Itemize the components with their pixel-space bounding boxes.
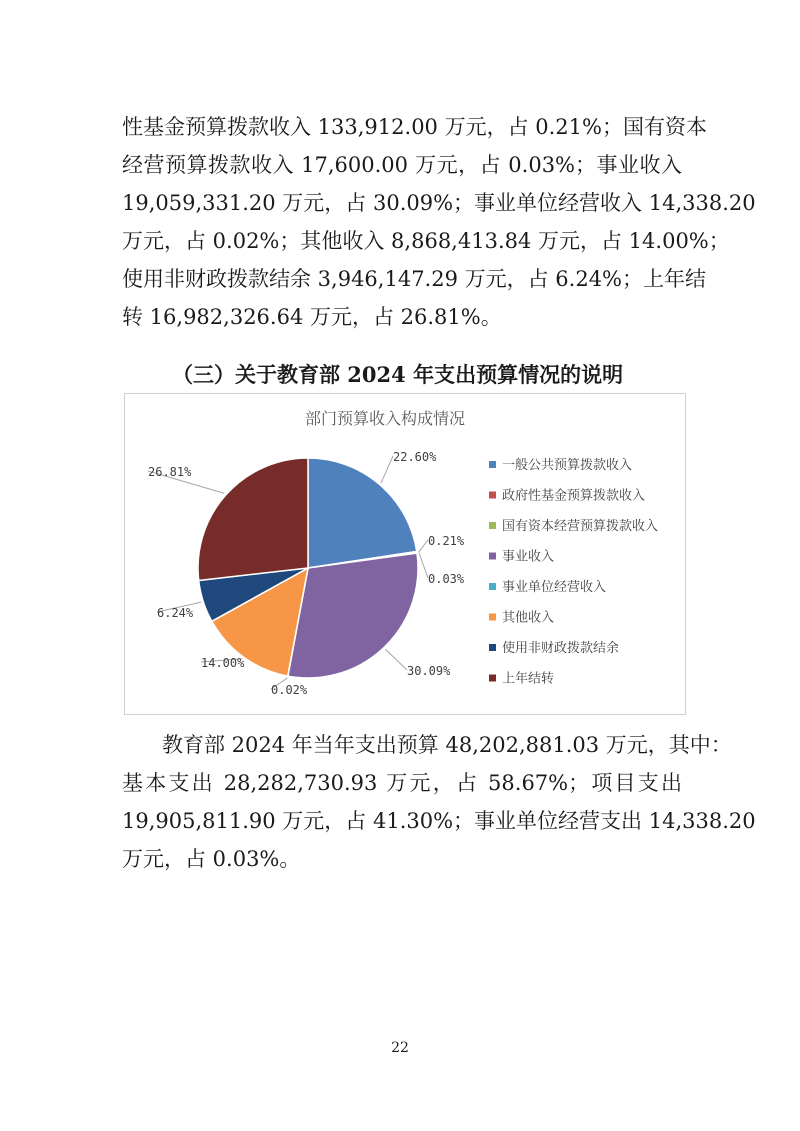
pie-slice [198, 458, 308, 580]
legend-swatch [489, 614, 496, 621]
legend-swatch [489, 583, 496, 590]
paragraph-line: 教育部 2024 年当年支出预算 48,202,881.03 万元，其中： [162, 733, 732, 757]
pie-chart-svg [125, 394, 685, 714]
paragraph-line: 19,905,811.90 万元，占 41.30%；事业单位经营支出 14,338.20 [122, 809, 756, 833]
paragraph-line: 经营预算拨款收入 17,600.00 万元，占 0.03%；事业收入 [122, 153, 682, 177]
paragraph-line: 19,059,331.20 万元，占 30.09%；事业单位经营收入 14,338.20 [122, 191, 756, 215]
pie-slice [308, 458, 417, 568]
paragraph-line: 万元，占 0.03%。 [122, 847, 301, 871]
legend-label: 其他收入 [502, 610, 555, 626]
paragraph-line: 转 16,982,326.64 万元，占 26.81%。 [122, 305, 502, 329]
leader-line [381, 456, 393, 483]
data-label: 22.60% [393, 450, 437, 464]
data-label: 30.09% [407, 664, 451, 678]
legend-swatch [489, 553, 496, 560]
pie-chart [124, 393, 686, 715]
data-label: 6.24% [157, 606, 194, 620]
legend-label: 事业单位经营收入 [502, 580, 607, 595]
legend-label: 上年结转 [502, 671, 555, 687]
legend-label: 使用非财政拨款结余 [502, 641, 620, 656]
paragraph-line: 性基金预算拨款收入 133,912.00 万元，占 0.21%；国有资本 [122, 115, 707, 139]
paragraph-line: 基本支出 28,282,730.93 万元，占 58.67%；项目支出 [122, 771, 682, 795]
legend-swatch [489, 644, 496, 651]
legend-swatch [489, 492, 496, 499]
leader-line [419, 553, 428, 578]
paragraph-line: 使用非财政拨款结余 3,946,147.29 万元，占 6.24%；上年结 [122, 267, 707, 291]
data-label: 14.00% [201, 656, 245, 670]
paragraph-line: 万元，占 0.02%；其他收入 8,868,413.84 万元，占 14.00%； [122, 229, 730, 253]
section-heading: （三）关于教育部 2024 年支出预算情况的说明 [172, 362, 624, 387]
legend-swatch [489, 461, 496, 468]
data-label: 0.03% [428, 572, 465, 586]
legend-swatch [489, 675, 496, 682]
leader-line [419, 540, 428, 552]
data-label: 0.21% [428, 534, 465, 548]
legend-label: 事业收入 [502, 549, 555, 565]
legend-swatch [489, 522, 496, 529]
data-label: 26.81% [148, 465, 192, 479]
page-number: 22 [391, 1040, 409, 1056]
legend-label: 政府性基金预算拨款收入 [502, 488, 646, 504]
leader-line [385, 649, 407, 670]
chart-title: 部门预算收入构成情况 [304, 409, 466, 428]
legend-label: 一般公共预算拨款收入 [502, 458, 633, 473]
legend-label: 国有资本经营预算拨款收入 [502, 519, 659, 534]
data-label: 0.02% [271, 683, 308, 697]
